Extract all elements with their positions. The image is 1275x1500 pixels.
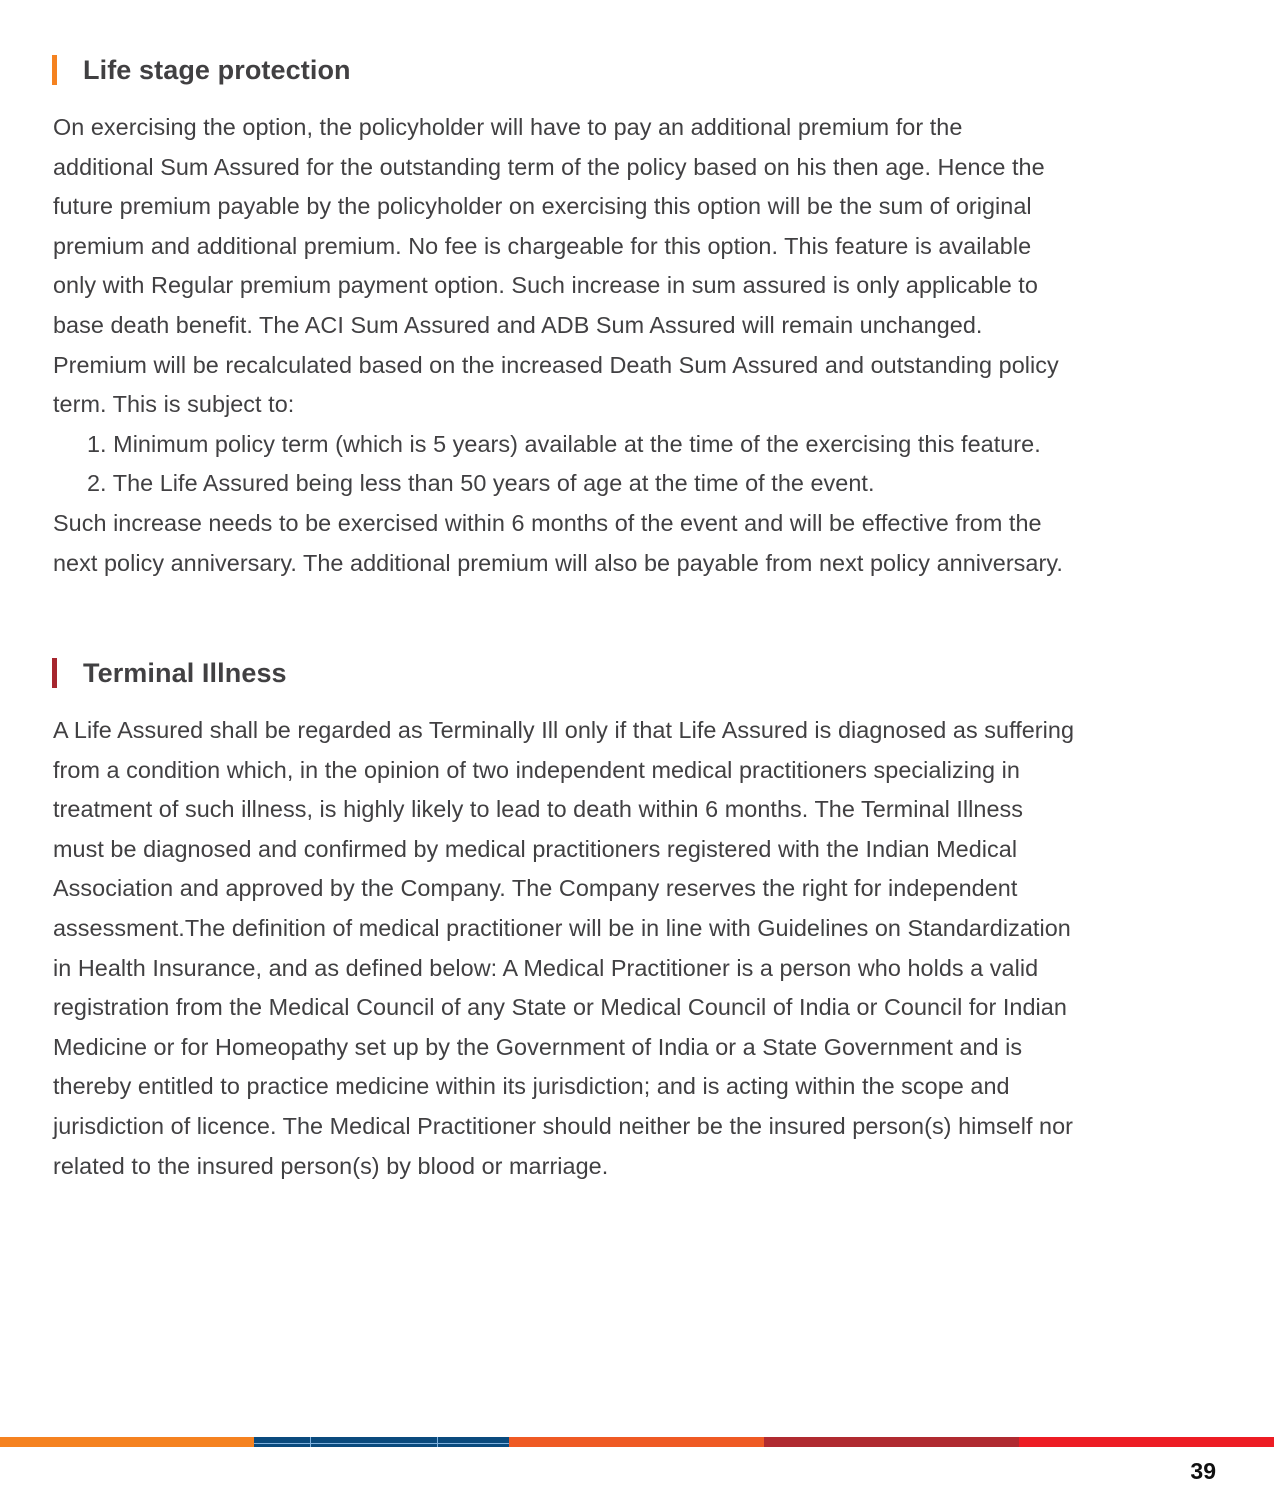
stripe-maroon [764, 1437, 1019, 1447]
heading-accent-bar [52, 658, 57, 688]
section-title: Life stage protection [83, 54, 351, 85]
body-line: future premium payable by the policyholder on exercising this option will be the sum of original [53, 193, 1032, 220]
body-line: thereby entitled to practice medicine within its jurisdiction; and is acting within the scope and [53, 1073, 1010, 1100]
stripe-red [1019, 1437, 1274, 1447]
section-heading-terminal-illness [52, 656, 287, 690]
stripe-blue [438, 1437, 509, 1447]
body-line: from a condition which, in the opinion of two independent medical practitioners specializing in [53, 756, 1020, 783]
heading-accent-bar [52, 55, 57, 85]
footer-color-stripe [0, 1437, 1275, 1447]
stripe-orange [0, 1437, 254, 1447]
body-line: Medicine or for Homeopathy set up by the Government of India or a State Government and is [53, 1033, 1023, 1060]
body-line: Association and approved by the Company. The Company reserves the right for independent [53, 875, 1018, 902]
body-line: assessment.The definition of medical practitioner will be in line with Guidelines on Standardization [53, 914, 1071, 941]
body-line: On exercising the option, the policyholder will have to pay an additional premium for the [53, 114, 963, 140]
body-line: A Life Assured shall be regarded as Terminally Ill only if that Life Assured is diagnosed as suffering [53, 717, 1075, 743]
body-line: related to the insured person(s) by blood or marriage. [53, 1152, 609, 1179]
life-stage-protection-body [53, 108, 1203, 583]
stripe-orange-red [509, 1437, 764, 1447]
body-line: jurisdiction of licence. The Medical Practitioner should neither be the insured person(s) himself nor [53, 1112, 1074, 1139]
body-line: must be diagnosed and confirmed by medical practitioners registered with the Indian Medical [53, 835, 1018, 862]
body-line: Premium will be recalculated based on the increased Death Sum Assured and outstanding policy [53, 351, 1059, 378]
list-item: 2. The Life Assured being less than 50 years of age at the time of the event. [87, 470, 875, 497]
body-line: registration from the Medical Council of any State or Medical Council of India or Council for Indian [53, 994, 1067, 1021]
body-line: base death benefit. The ACI Sum Assured and ADB Sum Assured will remain unchanged. [53, 311, 983, 338]
body-line: only with Regular premium payment option. Such increase in sum assured is only applicable to [53, 272, 1038, 299]
stripe-blue [311, 1437, 437, 1447]
body-line: Such increase needs to be exercised within 6 months of the event and will be effective from the [53, 509, 1042, 536]
list-item: 1. Minimum policy term (which is 5 years) available at the time of the exercising this feature. [87, 430, 1041, 457]
stripe-blue [254, 1437, 310, 1447]
section-heading-life-stage-protection [52, 53, 351, 87]
body-line: term. This is subject to: [53, 391, 295, 418]
terminal-illness-body [53, 711, 1203, 1186]
body-line: in Health Insurance, and as defined below: A Medical Practitioner is a person who holds a valid [53, 954, 1039, 981]
page-number: 39 [1190, 1458, 1216, 1484]
body-line: premium and additional premium. No fee is chargeable for this option. This feature is available [53, 232, 1032, 259]
body-line: treatment of such illness, is highly likely to lead to death within 6 months. The Terminal Illness [53, 796, 1024, 823]
body-line: next policy anniversary. The additional premium will also be payable from next policy anniversary. [53, 549, 1063, 576]
body-line: additional Sum Assured for the outstanding term of the policy based on his then age. Hence the [53, 153, 1045, 180]
section-title: Terminal Illness [83, 657, 287, 688]
